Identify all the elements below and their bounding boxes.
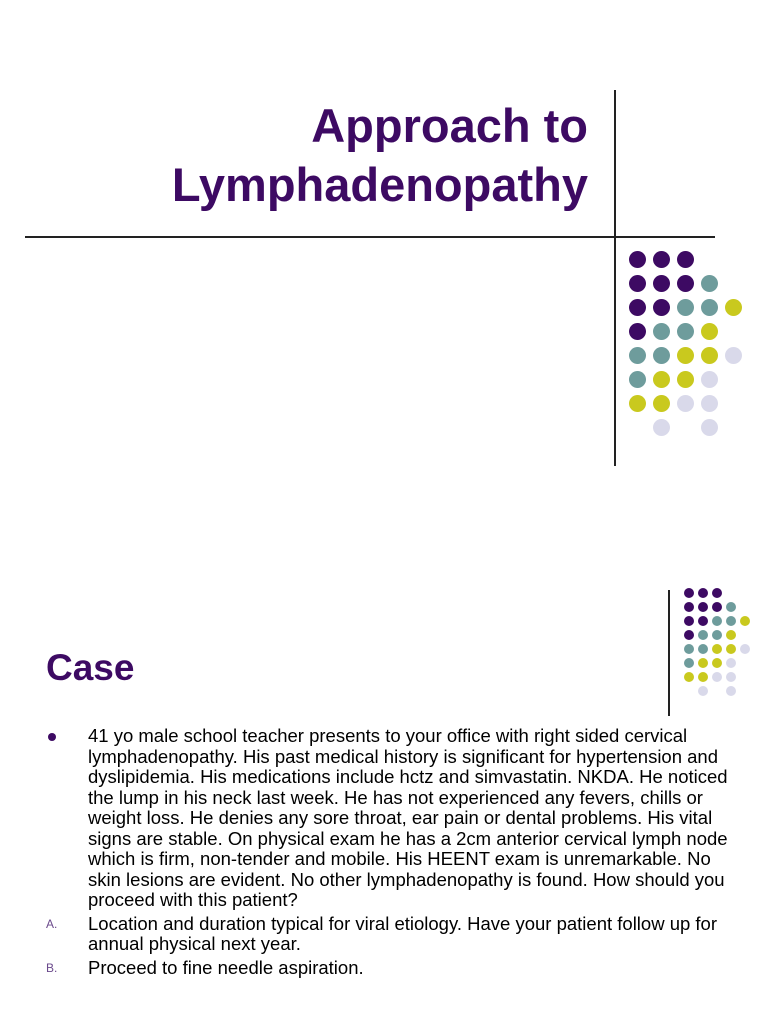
decorative-dot: [726, 672, 736, 682]
decorative-dot: [677, 275, 694, 292]
decorative-dot: [740, 616, 750, 626]
decorative-dot: [698, 686, 708, 696]
decorative-dot: [653, 419, 670, 436]
decorative-dot: [701, 371, 718, 388]
decorative-dot: [677, 347, 694, 364]
decorative-dot: [726, 644, 736, 654]
decorative-dot: [684, 630, 694, 640]
decorative-dot: [725, 299, 742, 316]
decorative-dot: [698, 644, 708, 654]
decorative-dot: [653, 251, 670, 268]
decorative-dot: [701, 347, 718, 364]
decorative-dot: [684, 616, 694, 626]
option-item-b: [46, 958, 736, 979]
decorative-dot: [629, 299, 646, 316]
decorative-dot: [684, 644, 694, 654]
decorative-dot: [701, 275, 718, 292]
decorative-dot: [677, 299, 694, 316]
decorative-dot: [677, 251, 694, 268]
option-text: Proceed to fine needle aspiration.: [88, 956, 364, 978]
decorative-dot: [726, 602, 736, 612]
decorative-dot: [726, 686, 736, 696]
decorative-dot: [653, 371, 670, 388]
decorative-dot: [629, 251, 646, 268]
option-letter: A.: [46, 916, 58, 931]
bullet-dot-icon: [48, 733, 56, 741]
decorative-dot: [653, 323, 670, 340]
decorative-dot: [629, 371, 646, 388]
decorative-dot: [629, 395, 646, 412]
header-divider-line: [668, 590, 670, 716]
title-line-1: Approach to: [311, 99, 588, 152]
decorative-dot: [712, 602, 722, 612]
decorative-dot: [653, 275, 670, 292]
title-underline: [25, 236, 715, 238]
decorative-dot: [701, 299, 718, 316]
decorative-dot: [677, 395, 694, 412]
slide-body: [46, 726, 736, 978]
decorative-dot: [698, 672, 708, 682]
slide-title: Case: [46, 647, 135, 688]
decorative-dot: [698, 616, 708, 626]
decorative-dot: [701, 323, 718, 340]
decorative-dot: [712, 616, 722, 626]
decorative-dot: [701, 419, 718, 436]
decorative-dot: [698, 630, 708, 640]
decorative-dot: [629, 323, 646, 340]
title-divider-line: [614, 90, 616, 466]
decorative-dot: [653, 299, 670, 316]
decorative-dot: [712, 630, 722, 640]
decorative-dot: [698, 602, 708, 612]
decorative-dot: [684, 588, 694, 598]
decorative-dot: [712, 672, 722, 682]
decorative-dot: [698, 658, 708, 668]
decorative-dot: [698, 588, 708, 598]
decorative-dot: [712, 658, 722, 668]
decorative-dot: [740, 644, 750, 654]
decorative-dot: [726, 616, 736, 626]
decorative-dot: [677, 323, 694, 340]
decorative-dot: [712, 644, 722, 654]
decorative-dot: [629, 275, 646, 292]
title-line-2: Lymphadenopathy: [171, 158, 588, 211]
case-slide: [0, 560, 768, 1024]
option-letter: B.: [46, 960, 58, 975]
decorative-dot: [701, 395, 718, 412]
decorative-dot: [653, 347, 670, 364]
decorative-dot: [725, 347, 742, 364]
option-item-a: [46, 914, 736, 955]
decorative-dot: [684, 602, 694, 612]
decorative-dot: [684, 672, 694, 682]
slide-title: [28, 96, 588, 214]
decorative-dot: [712, 588, 722, 598]
decorative-dot: [629, 347, 646, 364]
decorative-dot: [677, 371, 694, 388]
decorative-dot: [684, 658, 694, 668]
option-text: Location and duration typical for viral etiology. Have your patient follow up for annual physical next year.: [88, 912, 718, 954]
decorative-dot: [653, 395, 670, 412]
bullet-item: [46, 726, 736, 911]
decorative-dot: [726, 658, 736, 668]
case-description: 41 yo male school teacher presents to your office with right sided cervical lymphadenopathy. His past medical history is significant for hypertension and dyslipidemia. His medications include hctz and simvastatin. NKDA. He noticed the lump in his neck last week. He has not experienced any fevers, chills or weight loss. He denies any sore throat, ear pain or dental problems. His vital signs are stable. On physical exam he has a 2cm anterior cervical lymph node which is firm, non-tender and mobile. His HEENT exam is unremarkable. No skin lesions are evident. No other lymphadenopathy is found. How should you proceed with this patient?: [88, 725, 728, 910]
decorative-dot: [726, 630, 736, 640]
